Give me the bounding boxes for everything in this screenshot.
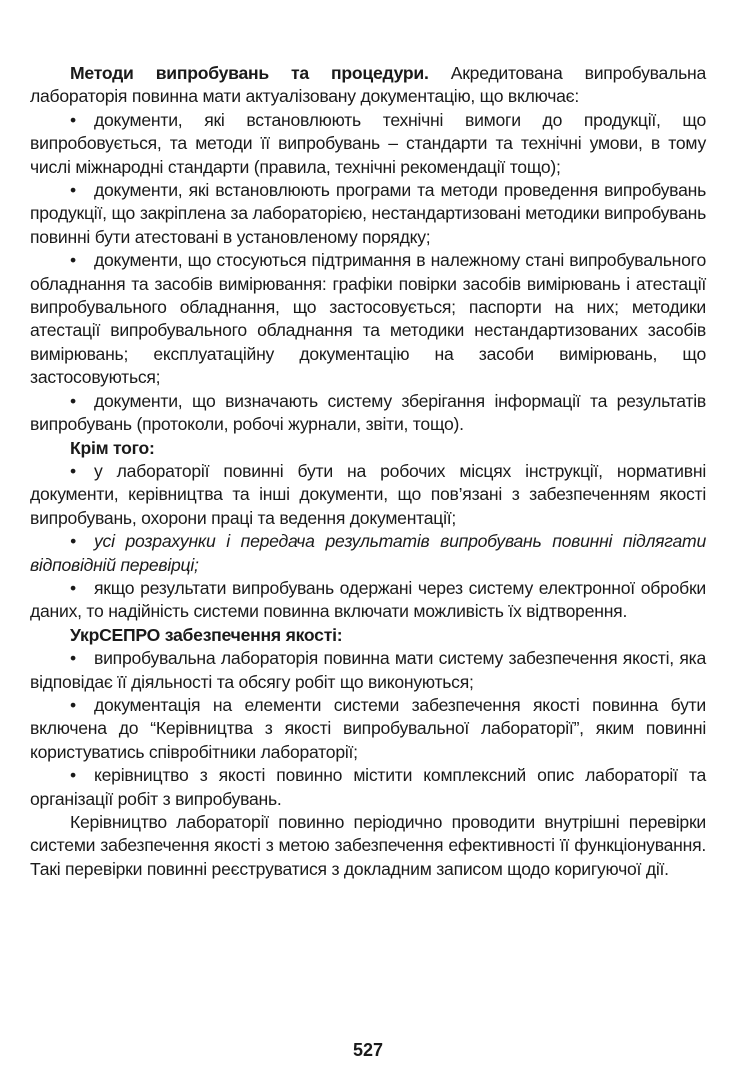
bullet-icon: • <box>70 250 76 271</box>
section-intro-paragraph <box>30 62 706 109</box>
list-item-text: керівництво з якості повинно містити комплексний опис лабораторії та організації робіт з випробувань. <box>30 765 706 809</box>
list-item <box>30 109 706 179</box>
list-item-text: документи, які встановлюють технічні вимоги до продукції, що випробовується, та методи її випробувань – стандарти та технічні умови, в тому числі міжнародні стандарти (правила, технічні рекомендації тощо); <box>30 109 706 177</box>
list-item <box>30 460 706 530</box>
list-item-text: документи, що визначають систему зберігання інформації та результатів випробувань (протоколи, робочі журнали, звіти, тощо). <box>30 390 706 435</box>
list-item <box>30 694 706 764</box>
list-item <box>30 577 706 624</box>
bullet-icon: • <box>70 180 76 201</box>
bullet-icon: • <box>70 390 76 411</box>
bullet-icon: • <box>70 648 76 669</box>
page-body <box>30 62 706 881</box>
list-item-text: документи, що стосуються підтримання в належному стані випробувального обладнання та засобів вимірювання: графіки повірки засобів вимірювань і атестації випробувального обладнання, що застосовується; паспорти на них; методики атестації випробувального обладнання та методики нестандартизованих засобів вимірювань; експлуатаційну документацію на засоби вимірювань, що застосовуються; <box>30 250 706 388</box>
page-number: 527 <box>352 1040 384 1060</box>
list-item <box>30 390 706 437</box>
list-item <box>30 179 706 249</box>
bullet-icon: • <box>70 765 76 786</box>
bullet-icon: • <box>70 109 76 130</box>
list-item-text: якщо результати випробувань одержані через систему електронної обробки даних, то надійність системи повинна включати можливість їх відтворення. <box>30 577 706 622</box>
list-item-text: у лабораторії повинні бути на робочих місцях інструкції, нормативні документи, керівництва та інші документи, що пов’язані з забезпеченням якості випробувань, охорони праці та ведення документації; <box>30 460 706 528</box>
list-item-text: усі розрахунки і передача результатів випробувань повинні підлягати відповідній перевірці; <box>30 531 706 575</box>
list-item-text: документи, які встановлюють програми та методи проведення випробувань продукції, що закріплена за лабораторією, нестандартизовані методики випробувань повинні бути атестовані в установленому порядку; <box>30 180 706 247</box>
section-heading-besides: Крім того: <box>70 437 155 458</box>
list-item-text: випробувальна лабораторія повинна мати систему забезпечення якості, яка відповідає її діяльності та обсягу робіт що виконуються; <box>30 648 706 692</box>
bullet-icon: • <box>70 531 76 552</box>
list-item <box>30 764 706 811</box>
closing-paragraph: Керівництво лабораторії повинно періодично проводити внутрішні перевірки системи забезпечення якості з метою забезпечення ефективності її функціонування. Такі перевірки повинні реєструватися з докладним записом щодо коригуючої дії. <box>30 812 706 879</box>
section-heading-quality-assurance: УкрСЕПРО забезпечення якості: <box>70 624 343 645</box>
bullet-icon: • <box>70 460 76 481</box>
list-item <box>30 530 706 577</box>
list-item-text: документація на елементи системи забезпечення якості повинна бути включена до “Керівництва з якості випробувальної лабораторії”, яким повинні користуватись співробітники лабораторії; <box>30 694 706 762</box>
list-item <box>30 249 706 389</box>
bullet-icon: • <box>70 577 76 598</box>
bullet-icon: • <box>70 694 76 715</box>
intro-text: Акредитована випробувальна лабораторія повинна мати актуалізовану документацію, що включає: <box>30 63 706 107</box>
list-item <box>30 647 706 694</box>
section-heading-test-methods: Методи випробувань та процедури. <box>70 63 429 83</box>
